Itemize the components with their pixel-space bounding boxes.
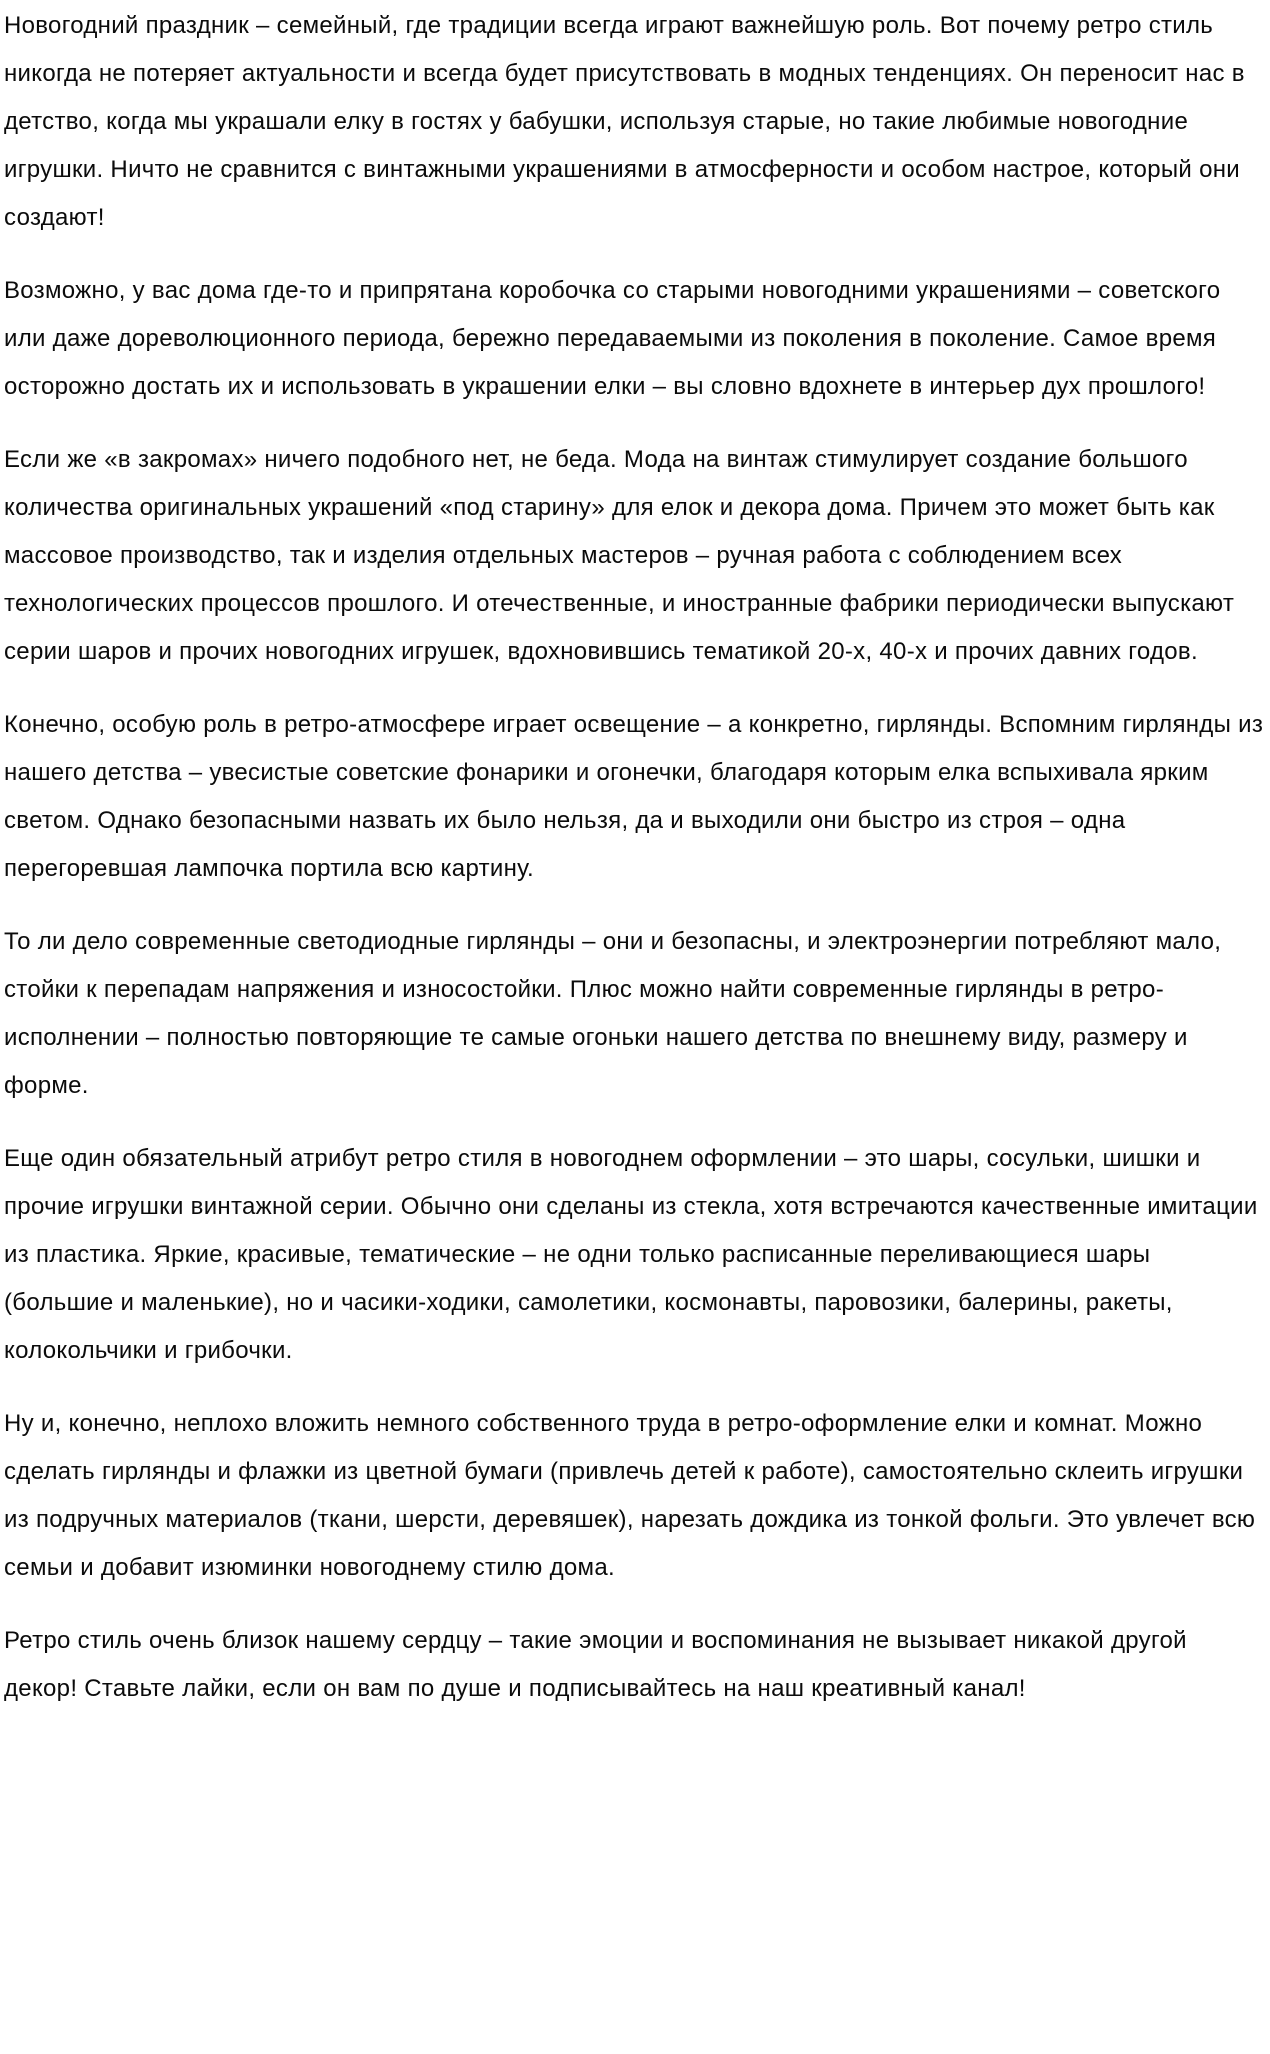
paragraph-handmade: Ну и, конечно, неплохо вложить немного собственного труда в ретро-оформление елки и комнат. Можно сделать гирлянды и флажки из цветной бумаги (привлечь детей к работе), самостоятельно склеить игрушки из подручных материалов (ткани, шерсти, деревяшек), нарезать дождика из тонкой фольги. Это увлечет всю семьи и добавит изюминки новогоднему стилю дома. bbox=[4, 1410, 1256, 1581]
article-text bbox=[4, 2, 1264, 1713]
paragraph-outro: Ретро стиль очень близок нашему сердцу – такие эмоции и воспоминания не вызывает никакой другой декор! Ставьте лайки, если он вам по душе и подписывайтесь на наш креативный канал! bbox=[4, 1627, 1187, 1702]
paragraph-vintage-fashion: Если же «в закромах» ничего подобного нет, не беда. Мода на винтаж стимулирует создание большого количества оригинальных украшений «под старину» для елок и декора дома. Причем это может быть как массовое производство, так и изделия отдельных мастеров – ручная работа с соблюдением всех технологических процессов прошлого. И отечественные, и иностранные фабрики периодически выпускают серии шаров и прочих новогодних игрушек, вдохновившись тематикой 20-х, 40-х и прочих давних годов. bbox=[4, 446, 1235, 665]
paragraph-old-box: Возможно, у вас дома где-то и припрятана коробочка со старыми новогодними украшениями – советского или даже дореволюционного периода, бережно передаваемыми из поколения в поколение. Самое время осторожно достать их и использовать в украшении елки – вы словно вдохнете в интерьер дух прошлого! bbox=[4, 277, 1221, 400]
paragraph-lighting: Конечно, особую роль в ретро-атмосфере играет освещение – а конкретно, гирлянды. Вспомним гирлянды из нашего детства – увесистые советские фонарики и огонечки, благодаря которым елка вспыхивала ярким светом. Однако безопасными назвать их было нельзя, да и выходили они быстро из строя – одна перегоревшая лампочка портила всю картину. bbox=[4, 711, 1264, 882]
paragraph-intro: Новогодний праздник – семейный, где традиции всегда играют важнейшую роль. Вот почему ретро стиль никогда не потеряет актуальности и всегда будет присутствовать в модных тенденциях. Он переносит нас в детство, когда мы украшали елку в гостях у бабушки, используя старые, но такие любимые новогодние игрушки. Ничто не сравнится с винтажными украшениями в атмосферности и особом настрое, который они создают! bbox=[4, 12, 1245, 231]
paragraph-toys: Еще один обязательный атрибут ретро стиля в новогоднем оформлении – это шары, сосульки, шишки и прочие игрушки винтажной серии. Обычно они сделаны из стекла, хотя встречаются качественные имитации из пластика. Яркие, красивые, тематические – не одни только расписанные переливающиеся шары (большие и маленькие), но и часики-ходики, самолетики, космонавты, паровозики, балерины, ракеты, колокольчики и грибочки. bbox=[4, 1145, 1258, 1364]
paragraph-led-garlands: То ли дело современные светодиодные гирлянды – они и безопасны, и электроэнергии потребляют мало, стойки к перепадам напряжения и износостойки. Плюс можно найти современные гирлянды в ретро-исполнении – полностью повторяющие те самые огоньки нашего детства по внешнему виду, размеру и форме. bbox=[4, 928, 1222, 1099]
